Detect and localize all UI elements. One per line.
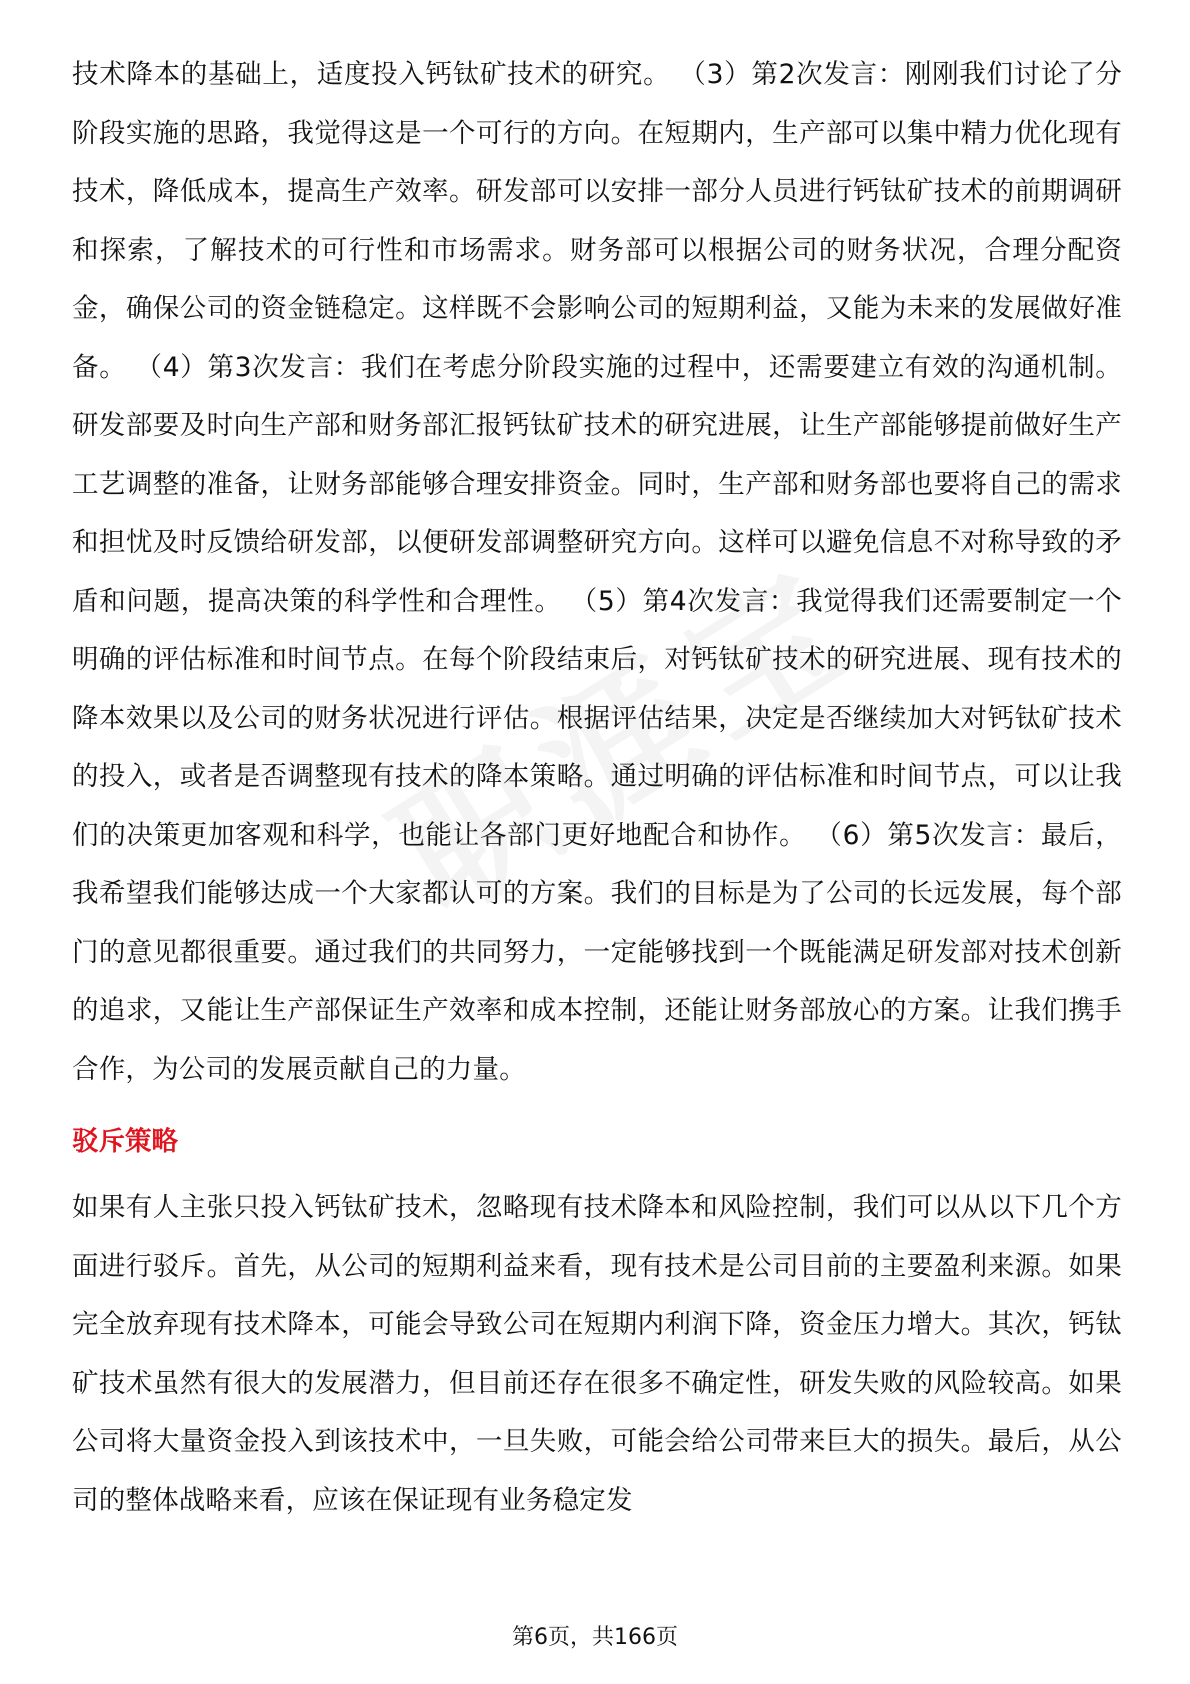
page-content [72, 46, 1122, 1530]
body-paragraph-speeches: 技术降本的基础上，适度投入钙钛矿技术的研究。 （3）第2次发言：刚刚我们讨论了分阶段实施的思路，我觉得这是一个可行的方向。在短期内，生产部可以集中精力优化现有技术，降低成本，提高生产效率。研发部可以安排一部分人员进行钙钛矿技术的前期调研和探索，了解技术的可行性和市场需求。财务部可以根据公司的财务状况，合理分配资金，确保公司的资金链稳定。这样既不会影响公司的短期利益，又能为未来的发展做好准备。 （4）第3次发言：我们在考虑分阶段实施的过程中，还需要建立有效的沟通机制。研发部要及时向生产部和财务部汇报钙钛矿技术的研究进展，让生产部能够提前做好生产工艺调整的准备，让财务部能够合理安排资金。同时，生产部和财务部也要将自己的需求和担忧及时反馈给研发部，以便研发部调整研究方向。这样可以避免信息不对称导致的矛盾和问题，提高决策的科学性和合理性。 （5）第4次发言：我觉得我们还需要制定一个明确的评估标准和时间节点。在每个阶段结束后，对钙钛矿技术的研究进展、现有技术的降本效果以及公司的财务状况进行评估。根据评估结果，决定是否继续加大对钙钛矿技术的投入，或者是否调整现有技术的降本策略。通过明确的评估标准和时间节点，可以让我们的决策更加客观和科学，也能让各部门更好地配合和协作。 （6）第5次发言：最后，我希望我们能够达成一个大家都认可的方案。我们的目标是为了公司的长远发展，每个部门的意见都很重要。通过我们的共同努力，一定能够找到一个既能满足研发部对技术创新的追求，又能让生产部保证生产效率和成本控制，还能让财务部放心的方案。让我们携手合作，为公司的发展贡献自己的力量。 [72, 59, 1122, 1085]
page-number-footer: 第6页，共166页 [512, 1625, 678, 1650]
body-paragraph-rebuttal: 如果有人主张只投入钙钛矿技术，忽略现有技术降本和风险控制，我们可以从以下几个方面进行驳斥。首先，从公司的短期利益来看，现有技术是公司目前的主要盈利来源。如果完全放弃现有技术降本，可能会导致公司在短期内利润下降，资金压力增大。其次，钙钛矿技术虽然有很大的发展潜力，但目前还存在很多不确定性，研发失败的风险较高。如果公司将大量资金投入到该技术中，一旦失败，可能会给公司带来巨大的损失。最后，从公司的整体战略来看，应该在保证现有业务稳定发 [72, 1192, 1122, 1516]
section-heading: 驳斥策略 [72, 1126, 178, 1157]
